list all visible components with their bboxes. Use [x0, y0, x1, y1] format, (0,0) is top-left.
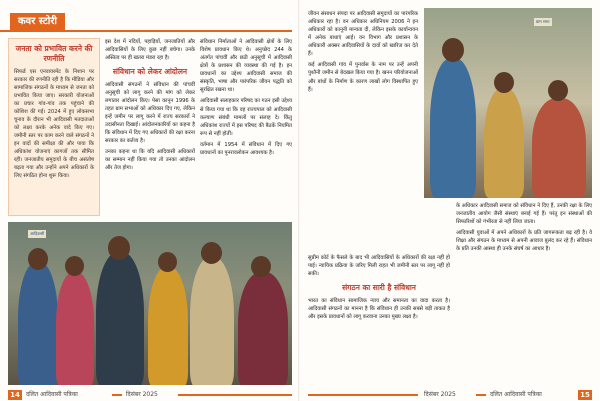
- paragraph: उनका कहना था कि यदि आदिवासी अधिकारों का सम्मान नहीं किया गया तो उनका आंदोलन और तेज होगा।: [105, 149, 195, 172]
- left-middle-column: [105, 38, 195, 216]
- paragraph: कई आदिवासी गांव में पुनर्वास के नाम पर उन्हें अपनी पुश्तैनी जमीन से बेदखल किया गया है। खनन परियोजनाओं और बांधों के निर्माण के कारण लाखों लोग विस्थापित हुए हैं।: [308, 62, 418, 93]
- paragraph: भारत का संविधान सामाजिक न्याय और समानता का वादा करता है। आदिवासी संगठनों का मानना है कि संविधान ही उनकी सबसे बड़ी ताकत है और इसके प्रावधानों को लागू करवाना उनका मुख्य लक्ष्य है।: [308, 297, 450, 320]
- right-lower-column-a: [308, 254, 450, 387]
- right-top-column: [308, 10, 418, 250]
- paragraph: इस देश में नदियों, पहाड़ियों, जनजातियों और आदिवासियों के लिए कुछ नहीं बचेगा। उनके अस्तित्व पर ही खतरा मंडरा रहा है।: [105, 39, 195, 62]
- footer-rule: [308, 394, 418, 396]
- paragraph: जीवन संसाधन संपदा पर आदिवासी समुदायों का पारंपरिक अधिकार रहा है। वन अधिकार अधिनियम 2006 ने इन अधिकारों को कानूनी मान्यता दी, लेकिन इसके कार्यान्वयन में अनेक बाधाएं आईं। वन विभाग और प्रशासन के अधिकारी अक्सर आदिवासियों के दावों को खारिज कर देते हैं।: [308, 11, 418, 58]
- issue-date: दिसंबर 2025: [126, 391, 158, 398]
- right-page: [300, 0, 600, 401]
- paragraph: सुप्रीम कोर्ट के फैसले के बाद भी आदिवासियों के अधिकारों की रक्षा नहीं हो पाई। न्यायिक प्रक्रिया के जरिए मिली राहत भी जमीनी स्तर पर लागू नहीं हो सकी।: [308, 255, 450, 278]
- page-number: 15: [578, 390, 592, 400]
- header-rule: [0, 30, 292, 32]
- crowd-photo: [8, 222, 292, 385]
- left-footer: [0, 389, 300, 401]
- paragraph: आदिवासी युवाओं में अपने अधिकारों के प्रति जागरूकता बढ़ रही है। वे शिक्षा और संगठन के माध्यम से अपनी आवाज बुलंद कर रहे हैं। संविधान के प्रति उनकी आस्था ही उनके संघर्ष का आधार है।: [456, 230, 592, 253]
- footer-divider: [476, 394, 486, 396]
- sidebar-title: जनता को प्रभावित करने की रणनीति: [15, 44, 93, 63]
- sidebar-body: सिफर्ड एस एनवायरमेंट के निशान पर सरकार की रणनीति रही है कि मीडिया और सामाजिक संगठनों के माध्यम से जनता को प्रभावित किया जाए। सरकारी योजनाओं का प्रचार गांव-गांव तक पहुंचाने की कोशिश की गई। 2024 में हुए लोकसभा चुनाव के दौरान भी आदिवासी मतदाताओं को लक्ष्य करके अनेक वादे किए गए। जमीनी स्तर पर काम करने वाले संगठनों ने इन वादों की समीक्षा की और पाया कि अधिकांश योजनाएं कागजों तक सीमित रहीं। जनजातीय समुदायों के बीच असंतोष बढ़ता गया और उन्होंने अपने अधिकारों के लिए संगठित होना शुरू किया।: [14, 68, 94, 180]
- section-tag: कवर स्टोरी: [10, 13, 65, 31]
- sidebar-box: [8, 38, 100, 216]
- right-footer: [300, 389, 600, 401]
- magazine-name: दलित आदिवासी पत्रिका: [490, 391, 542, 398]
- footer-divider: [112, 394, 122, 396]
- paragraph: के अधिकार आदिवासी समाज को संविधान ने दिए हैं, उनकी रक्षा के लिए जनजातीय आयोग जैसी संस्थाएं बनाई गई हैं। परंतु इन संस्थाओं की सिफारिशों को गंभीरता से नहीं लिया जाता।: [456, 203, 592, 226]
- paragraph: संविधान निर्माताओं ने आदिवासी क्षेत्रों के लिए विशेष प्रावधान किए थे। अनुच्छेद 244 के अंतर्गत पांचवीं और छठी अनुसूची में आदिवासी क्षेत्रों के प्रशासन की व्यवस्था की गई है। इन प्रावधानों का उद्देश्य आदिवासी समाज की संस्कृति, भाषा और पारंपरिक जीवन पद्धति को सुरक्षित रखना था।: [200, 39, 292, 94]
- left-right-column: [200, 38, 292, 216]
- subheading: संगठन का सारी है संविधान: [342, 283, 416, 293]
- page-number: 14: [8, 390, 22, 400]
- subheading: संविधान को लेकर आंदोलन: [112, 67, 188, 77]
- paragraph: आदिवासी सलाहकार परिषद का गठन इसी उद्देश्य से किया गया था कि वह राज्यपाल को आदिवासी कल्याण संबंधी मामलों पर सलाह दे। किंतु अधिकांश राज्यों में इस परिषद की बैठकें नियमित रूप से नहीं होतीं।: [200, 98, 292, 137]
- right-lower-column-b: [456, 202, 592, 387]
- banner-sign: आदिवासी: [30, 231, 45, 236]
- footer-rule: [178, 394, 292, 396]
- paragraph: आदिवासी संगठनों ने संविधान की पांचवीं अनुसूची को लागू करने की मांग को लेकर लगातार आंदोलन किए। पेसा कानून 1996 के तहत ग्राम सभाओं को अधिकार दिए गए, लेकिन इन्हें जमीन पर लागू करने में राज्य सरकारों ने उदासीनता दिखाई। आंदोलनकारियों का कहना है कि संविधान में दिए गए अधिकारों की रक्षा करना सरकार का कर्तव्य है।: [105, 81, 195, 145]
- issue-date: दिसंबर 2025: [424, 391, 456, 398]
- paragraph: वर्तमान में 1954 में संविधान में दिए गए प्रावधानों का पुनरावलोकन आवश्यक है।: [200, 141, 292, 156]
- meeting-photo: [424, 8, 592, 198]
- banner-sign: ग्राम सभा: [536, 19, 550, 24]
- magazine-name: दलित आदिवासी पत्रिका: [26, 391, 78, 398]
